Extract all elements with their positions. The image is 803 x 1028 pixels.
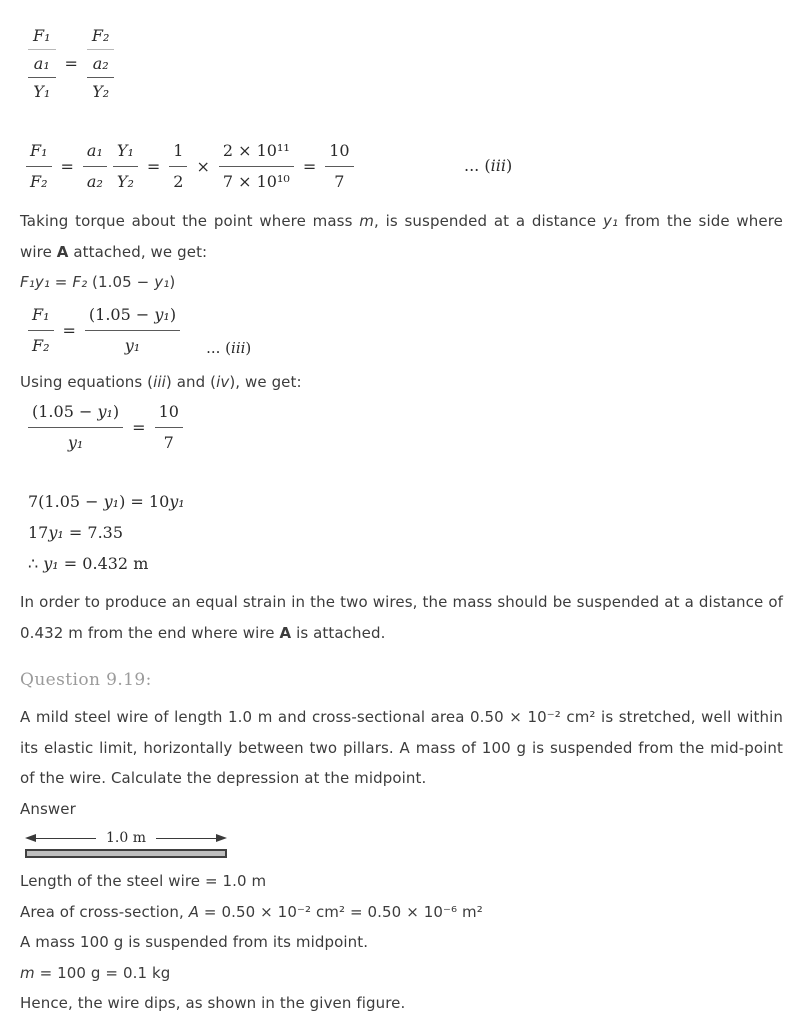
stack-middle: a₂ bbox=[87, 50, 115, 78]
fact-mass: A mass 100 g is suspended from its midpoint. bbox=[20, 933, 369, 951]
fraction bbox=[85, 302, 180, 359]
equation-ratio-distance bbox=[28, 302, 783, 359]
numerator: (1.05 − y₁) bbox=[85, 302, 180, 331]
fraction bbox=[28, 399, 123, 456]
numerator: F₁ bbox=[28, 302, 54, 331]
equation-result: ∴ y₁ = 0.432 m bbox=[28, 554, 149, 573]
paragraph-conclusion: In order to produce an equal strain in the two wires, the mass should be suspended at a distance of 0.432 m from the end where wire A is attached. bbox=[20, 593, 783, 642]
stack-top: F₁ bbox=[28, 22, 56, 50]
paragraph-torque: Taking torque about the point where mass m, is suspended at a distance y₁ from the side where wire A attached, we get: bbox=[20, 212, 783, 261]
fact-hence: Hence, the wire dips, as shown in the given figure. bbox=[20, 994, 406, 1012]
equation-step-2: 17y₁ = 7.35 bbox=[28, 523, 124, 542]
fraction bbox=[325, 138, 353, 195]
numerator: a₁ bbox=[83, 138, 107, 167]
denominator: Y₂ bbox=[116, 172, 134, 191]
arrow-right-icon bbox=[216, 834, 227, 842]
fraction bbox=[169, 138, 187, 195]
equals-sign: = bbox=[146, 157, 161, 176]
fraction bbox=[26, 138, 52, 195]
denominator: 2 bbox=[173, 172, 184, 191]
equation-force-ratio bbox=[26, 138, 783, 195]
equals-sign: = bbox=[60, 157, 74, 176]
fraction bbox=[28, 302, 54, 359]
equation-combined-ratio bbox=[28, 399, 783, 456]
equals-sign: = bbox=[64, 54, 78, 73]
paragraph-using-equations: Using equations (iii) and (iv), we get: bbox=[20, 372, 302, 391]
numerator: Y₁ bbox=[113, 138, 138, 167]
arrow-line bbox=[156, 838, 216, 839]
stack-bottom: Y₂ bbox=[92, 82, 110, 101]
stack-middle: a₁ bbox=[28, 50, 56, 78]
numerator: F₁ bbox=[26, 138, 52, 167]
fraction-stack-left bbox=[28, 22, 56, 105]
denominator: 7 bbox=[163, 433, 174, 452]
denominator: 7 bbox=[334, 172, 345, 191]
fraction-stack-right bbox=[87, 22, 115, 105]
denominator: F₂ bbox=[30, 172, 48, 191]
equals-sign: = bbox=[132, 418, 146, 437]
numerator: (1.05 − y₁) bbox=[28, 399, 123, 428]
numerator: 10 bbox=[325, 138, 353, 167]
numerator: 10 bbox=[155, 399, 183, 428]
arrow-left-icon bbox=[25, 834, 36, 842]
equation-torque-balance: F₁y₁ = F₂ (1.05 − y₁) bbox=[20, 273, 176, 291]
fraction bbox=[113, 138, 138, 195]
denominator: F₂ bbox=[32, 335, 50, 355]
steel-wire-bar bbox=[25, 849, 227, 858]
stack-bottom: Y₁ bbox=[33, 82, 51, 101]
length-label: 1.0 m bbox=[106, 830, 146, 846]
denominator: a₂ bbox=[86, 172, 103, 191]
fact-length: Length of the steel wire = 1.0 m bbox=[20, 872, 267, 890]
paragraph-question: A mild steel wire of length 1.0 m and cross-sectional area 0.50 × 10⁻² cm² is stretched, well within its elastic limit, horizontally between two pillars. A mass of 100 g is suspended from the mid-point of the wire. Calculate the depression at the midpoint. bbox=[20, 708, 783, 787]
equation-label-iii: ... (iii) bbox=[206, 338, 252, 357]
numerator: 2 × 10¹¹ bbox=[219, 138, 294, 167]
answer-label: Answer bbox=[20, 799, 76, 818]
denominator: y₁ bbox=[67, 433, 84, 452]
question-heading: Question 9.19: bbox=[20, 670, 152, 690]
equation-solution-steps bbox=[28, 486, 783, 579]
wire-figure bbox=[25, 830, 227, 858]
fraction bbox=[155, 399, 183, 456]
fraction bbox=[83, 138, 107, 195]
equation-strain-equality bbox=[28, 22, 783, 105]
numerator: 1 bbox=[169, 138, 187, 167]
equation-step-1: 7(1.05 − y₁) = 10y₁ bbox=[28, 492, 185, 511]
equals-sign: = bbox=[302, 157, 317, 176]
fraction bbox=[219, 138, 294, 195]
fact-area: Area of cross-section, A = 0.50 × 10⁻² cm² = 0.50 × 10⁻⁶ m² bbox=[20, 902, 483, 921]
dimension-arrow bbox=[25, 830, 227, 846]
stack-top: F₂ bbox=[87, 22, 115, 50]
denominator: y₁ bbox=[124, 335, 141, 355]
arrow-line bbox=[36, 838, 96, 839]
solution-facts bbox=[20, 866, 783, 1019]
denominator: 7 × 10¹⁰ bbox=[222, 172, 290, 191]
equation-label-iii: ... (iii) bbox=[464, 155, 513, 175]
equals-sign: = bbox=[62, 320, 76, 340]
fact-mass-kg: m = 100 g = 0.1 kg bbox=[20, 963, 171, 982]
multiply-sign: × bbox=[196, 157, 210, 176]
